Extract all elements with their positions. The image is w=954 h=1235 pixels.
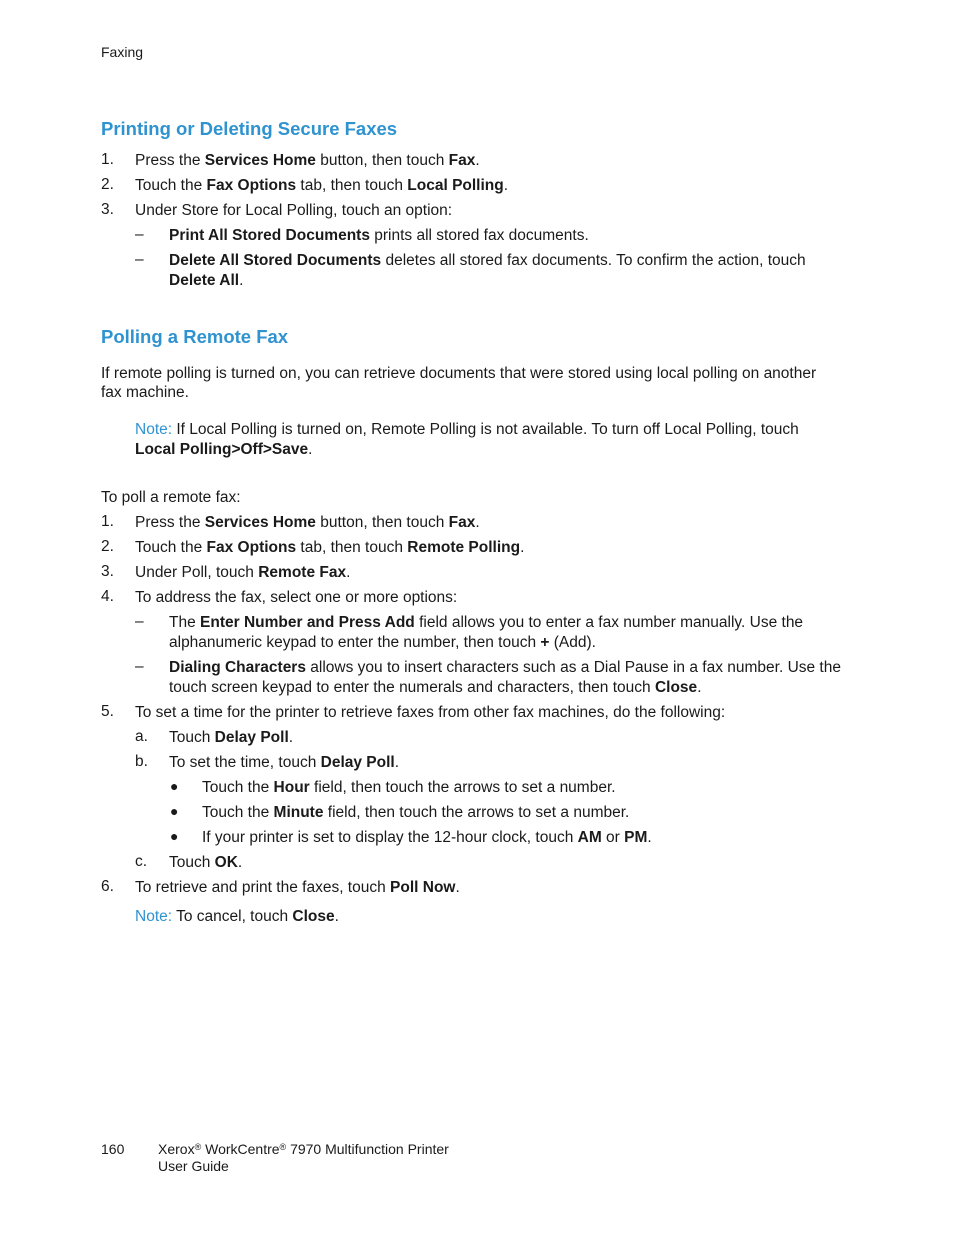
intro-paragraph-line2: fax machine. [101, 384, 189, 401]
running-header: Faxing [101, 44, 144, 60]
section-title-remote-fax: Polling a Remote Fax [101, 326, 289, 347]
intro-paragraph-line1: If remote polling is turned on, you can retrieve documents that were stored using local polling on another [101, 365, 817, 382]
lead-text: To poll a remote fax: [101, 489, 241, 506]
footer-product: Xerox® WorkCentre® 7970 Multifunction Printer [158, 1141, 449, 1157]
note-label: Note: [135, 421, 173, 438]
footer-doc-title: User Guide [158, 1158, 229, 1174]
bullet-icon: ● [170, 778, 179, 794]
section-title-secure-faxes: Printing or Deleting Secure Faxes [101, 118, 398, 139]
note-label: Note: [135, 908, 173, 925]
page-number: 160 [101, 1141, 125, 1157]
bullet-icon: ● [170, 828, 179, 844]
bullet-icon: ● [170, 803, 179, 819]
